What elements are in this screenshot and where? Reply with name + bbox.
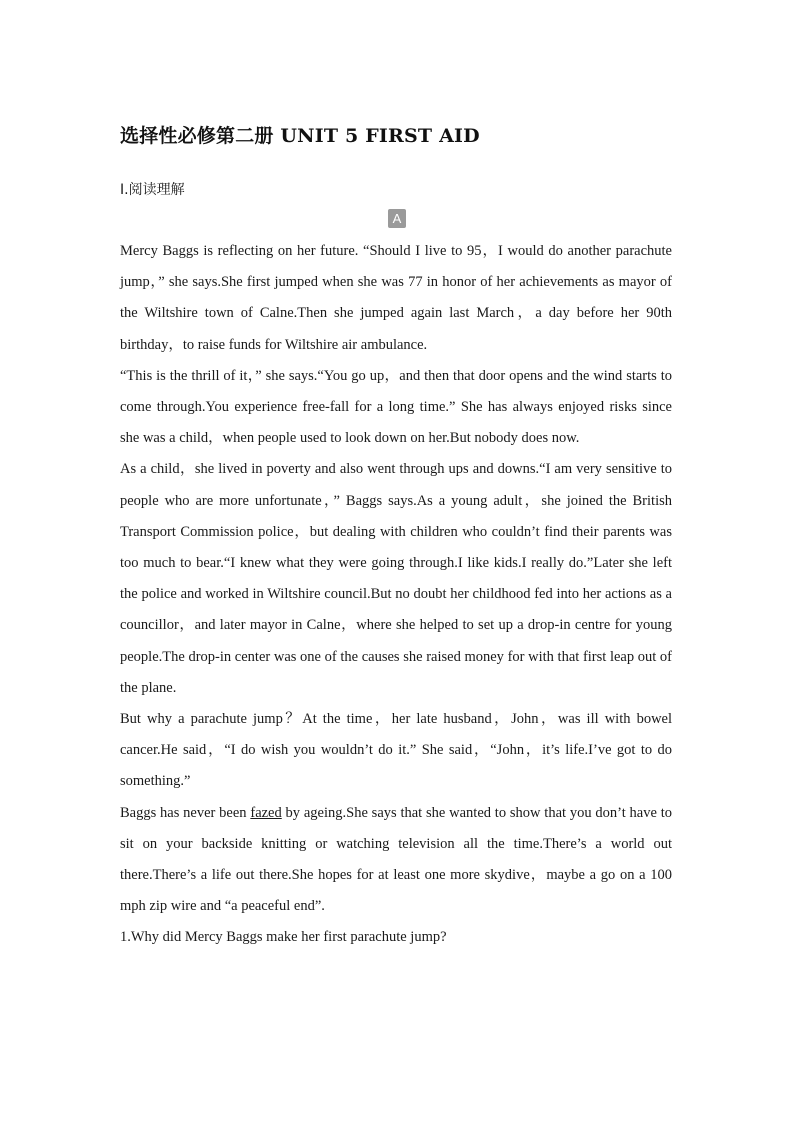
page-title: 选择性必修第二册 UNIT 5 FIRST AID (120, 125, 480, 147)
paragraph-2: “This is the thrill of it，” she says.“You go up，and then that door opens and the wind starts to come through.You experience free-fall for a long time.” She has always enjoyed risks since she was a child，when people used to look down on her.But nobody does now. (120, 367, 672, 447)
underlined-word: fazed (250, 804, 282, 821)
paragraph-3: As a child，she lived in poverty and also went through ups and downs.“I am very sensitive to people who are more unfortunate，” Baggs says.As a young adult，she joined the British Transport Commission police，but dealing with children who couldn’t find their parents was too much to bear.“I knew what they were going through.I like kids.I really do.”Later she left the police and worked in Wiltshire council.But no doubt her childhood fed into her actions as a councillor，and later mayor in Calne，where she helped to set up a drop-in centre for young people.The drop-in center was one of the causes she raised money for with that first leap out of the plane. (120, 461, 672, 696)
paragraph-1: Mercy Baggs is reflecting on her future. “Should I live to 95，I would do another parachute jump，” she says.She first jumped when she was 77 in honor of her achievements as mayor of the Wiltshire town of Calne.Then she jumped again last March，a day before her 90th birthday，to raise funds for Wiltshire air ambulance. (120, 243, 672, 353)
paragraph-4: But why a parachute jump？At the time，her late husband，John，was ill with bowel cancer.He said，“I do wish you wouldn’t do it.” She said，“John，it’s life.I’ve got to do something.” (120, 711, 672, 790)
paragraph-5-start: Baggs has never been (120, 804, 251, 821)
passage-body (120, 236, 672, 954)
section-heading: Ⅰ.阅读理解 (120, 182, 185, 198)
passage-badge: A (388, 209, 406, 228)
paragraph-5 (120, 798, 672, 923)
question-1: 1.Why did Mercy Baggs make her first parachute jump? (120, 929, 447, 946)
paragraph-5-end: by ageing.She says that she wanted to show that you don’t have to sit on your backside knitting or watching television all the time.There’s a world out there.There’s a life out there.She hopes for at least one more skydive，maybe a go on a 100 mph zip wire and “a peaceful end”. (120, 804, 672, 915)
